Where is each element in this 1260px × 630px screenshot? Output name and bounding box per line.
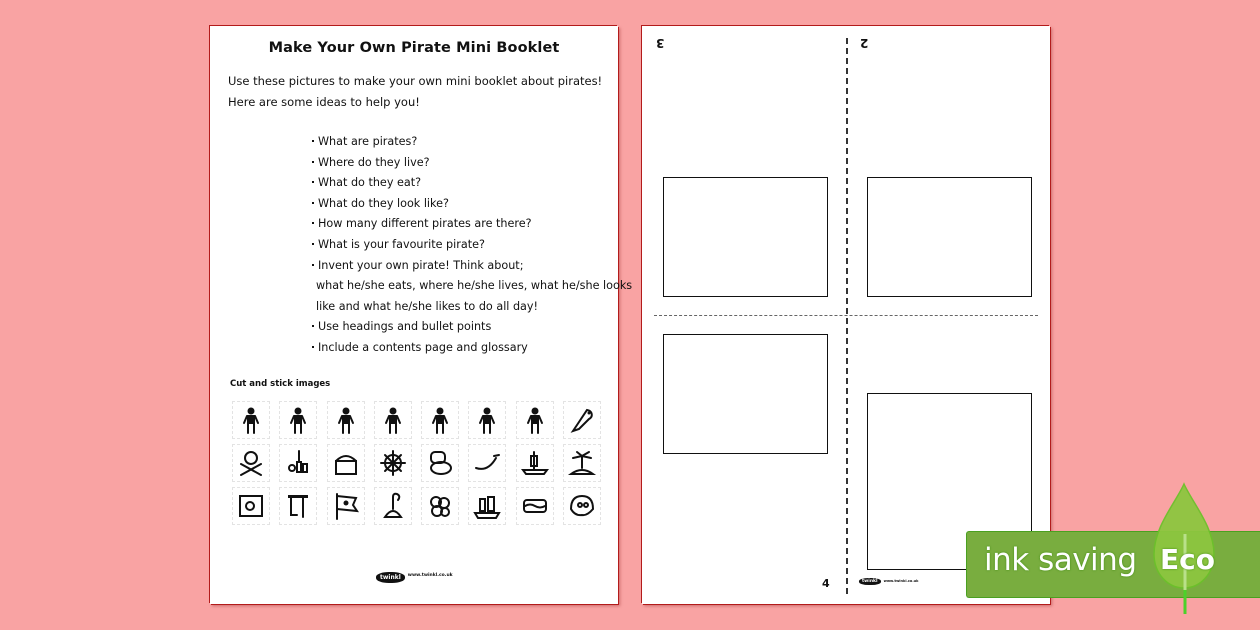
page-number-3: 3 bbox=[656, 36, 665, 50]
gold-coins-icon bbox=[425, 491, 455, 521]
twinkl-logo: twinkl bbox=[376, 572, 405, 583]
parrot-icon bbox=[567, 405, 597, 435]
idea-text: what he/she eats, where he/she lives, what he/she looks bbox=[316, 279, 633, 293]
cut-out-image-cell bbox=[374, 401, 412, 439]
vertical-fold-line bbox=[846, 38, 848, 594]
booklet-page-right bbox=[642, 26, 1050, 604]
bullet-dot-icon bbox=[312, 325, 314, 327]
idea-text: like and what he/she likes to do all day! bbox=[316, 299, 539, 313]
bullet-dot-icon bbox=[312, 181, 314, 183]
eco-label: Eco bbox=[1160, 543, 1215, 576]
bullet-dot-icon bbox=[312, 222, 314, 224]
compass-icon bbox=[425, 448, 455, 478]
ink-saving-text: ink saving bbox=[984, 542, 1137, 578]
bullet-dot-icon bbox=[312, 243, 314, 245]
picture-box-page-2 bbox=[867, 177, 1032, 297]
idea-item bbox=[312, 173, 632, 194]
idea-item bbox=[312, 132, 632, 153]
cut-out-image-cell bbox=[279, 444, 317, 482]
twinkl-footer bbox=[376, 572, 453, 583]
idea-item bbox=[312, 256, 632, 277]
cut-out-image-cell bbox=[327, 487, 365, 525]
twinkl-logo: twinkl bbox=[859, 578, 881, 585]
cut-out-image-cell bbox=[327, 444, 365, 482]
cutlass-icon bbox=[472, 448, 502, 478]
horizontal-cut-line bbox=[654, 315, 1038, 316]
galleon-icon bbox=[472, 491, 502, 521]
sea-waves-icon bbox=[520, 491, 550, 521]
idea-text: Invent your own pirate! Think about; bbox=[318, 258, 524, 272]
page-number-4: 4 bbox=[822, 577, 830, 590]
cut-out-image-cell bbox=[468, 444, 506, 482]
bullet-dot-icon bbox=[312, 140, 314, 142]
cut-and-stick-images-grid bbox=[232, 401, 601, 525]
pirate-4-icon bbox=[378, 405, 408, 435]
bullet-dot-icon bbox=[312, 346, 314, 348]
cut-out-image-cell bbox=[421, 444, 459, 482]
cut-out-image-cell bbox=[232, 401, 270, 439]
pirate-2-icon bbox=[283, 405, 313, 435]
pirate-1-icon bbox=[236, 405, 266, 435]
idea-item bbox=[312, 338, 632, 359]
idea-item bbox=[312, 297, 632, 318]
skull-crossbones-icon bbox=[236, 448, 266, 478]
picture-box-page-4 bbox=[663, 334, 828, 454]
ideas-list bbox=[312, 132, 632, 359]
ship-wheel-icon bbox=[378, 448, 408, 478]
pirate-captain-icon bbox=[520, 405, 550, 435]
bullet-dot-icon bbox=[312, 202, 314, 204]
cut-out-image-cell bbox=[563, 401, 601, 439]
twinkl-url: www.twinkl.co.uk bbox=[407, 572, 453, 578]
idea-item bbox=[312, 235, 632, 256]
pirate-boots-icon bbox=[283, 491, 313, 521]
idea-text: How many different pirates are there? bbox=[318, 217, 532, 231]
cut-out-image-cell bbox=[516, 487, 554, 525]
worksheet-page-left bbox=[210, 26, 633, 604]
cut-out-image-cell bbox=[279, 487, 317, 525]
cut-out-image-cell bbox=[374, 444, 412, 482]
cut-out-image-cell bbox=[468, 487, 506, 525]
cut-and-stick-label: Cut and stick images bbox=[230, 379, 331, 389]
page-number-2: 2 bbox=[860, 36, 869, 50]
treasure-pile-icon bbox=[283, 448, 313, 478]
idea-text: What are pirates? bbox=[318, 135, 418, 148]
cut-out-image-cell bbox=[516, 401, 554, 439]
cut-out-image-cell bbox=[327, 401, 365, 439]
island-palm-icon bbox=[567, 448, 597, 478]
idea-text: Where do they live? bbox=[318, 155, 430, 169]
bullet-dot-icon bbox=[312, 264, 314, 266]
pirate-girl-face-icon bbox=[567, 491, 597, 521]
idea-item bbox=[312, 214, 632, 235]
idea-item bbox=[312, 317, 632, 338]
cut-out-image-cell bbox=[232, 487, 270, 525]
cut-out-image-cell bbox=[374, 487, 412, 525]
pirate-ship-small-icon bbox=[520, 448, 550, 478]
cut-out-image-cell bbox=[421, 487, 459, 525]
idea-text: Use headings and bullet points bbox=[318, 320, 492, 334]
idea-text: What do they eat? bbox=[318, 176, 422, 190]
pirate-3-icon bbox=[331, 405, 361, 435]
idea-item bbox=[312, 194, 632, 215]
twinkl-url: www.twinkl.co.uk bbox=[883, 579, 919, 583]
idea-text: Include a contents page and glossary bbox=[318, 340, 528, 354]
picture-box-page-3 bbox=[663, 177, 828, 297]
pirate-5-icon bbox=[425, 405, 455, 435]
cut-out-image-cell bbox=[563, 487, 601, 525]
idea-item bbox=[312, 276, 632, 297]
hook-hand-icon bbox=[378, 491, 408, 521]
cut-out-image-cell bbox=[563, 444, 601, 482]
idea-text: What do they look like? bbox=[318, 196, 449, 210]
treasure-chest-icon bbox=[331, 448, 361, 478]
intro-line-2: Here are some ideas to help you! bbox=[228, 95, 420, 109]
pirate-6-icon bbox=[472, 405, 502, 435]
cut-out-image-cell bbox=[421, 401, 459, 439]
pirate-flag-icon bbox=[331, 491, 361, 521]
intro-line-1: Use these pictures to make your own mini booklet about pirates! bbox=[228, 74, 603, 88]
cut-out-image-cell bbox=[279, 401, 317, 439]
cut-out-image-cell bbox=[516, 444, 554, 482]
cut-out-image-cell bbox=[468, 401, 506, 439]
idea-item bbox=[312, 153, 632, 174]
idea-text: What is your favourite pirate? bbox=[318, 237, 485, 251]
treasure-map-icon bbox=[236, 491, 266, 521]
cut-out-image-cell bbox=[232, 444, 270, 482]
bullet-dot-icon bbox=[312, 161, 314, 163]
twinkl-footer bbox=[859, 578, 918, 585]
page-title: Make Your Own Pirate Mini Booklet bbox=[268, 40, 560, 56]
